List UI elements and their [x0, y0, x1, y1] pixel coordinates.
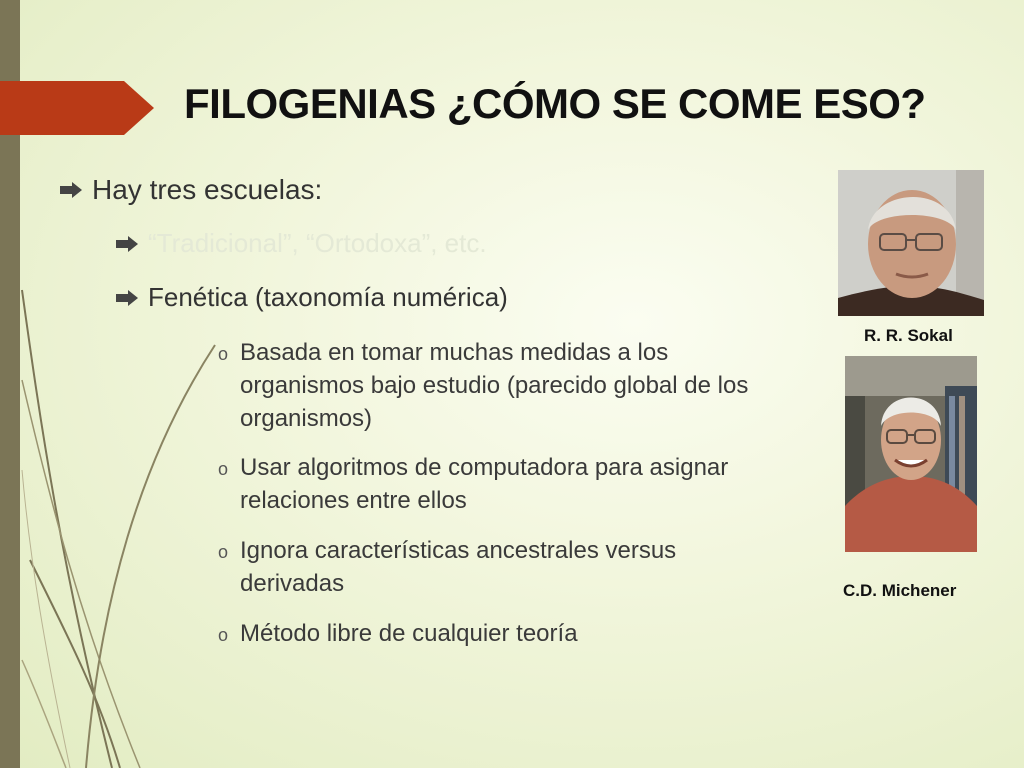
- bullet-text: Fenética (taxonomía numérica): [148, 282, 508, 312]
- slide-title: FILOGENIAS ¿CÓMO SE COME ESO?: [184, 80, 926, 127]
- bullet-level2-fenetica: [116, 282, 508, 313]
- sokal-caption: R. R. Sokal: [864, 326, 953, 345]
- circle-bullet: o: [218, 459, 229, 479]
- arrow-right-icon: [60, 182, 82, 198]
- sub-bullet-item: [218, 534, 773, 600]
- sub-bullet-text: Usar algoritmos de computadora para asignar relaciones entre ellos: [240, 454, 729, 514]
- circle-bullet: o: [218, 344, 229, 364]
- sub-bullet-item: [218, 451, 773, 517]
- bullet-text: Hay tres escuelas:: [92, 174, 323, 205]
- sub-bullet-text: Método libre de cualquier teoría: [240, 620, 578, 647]
- sokal-portrait: [838, 170, 984, 316]
- sub-bullet-item: [218, 336, 773, 435]
- michener-caption: C.D. Michener: [843, 581, 957, 600]
- arrow-right-icon: [116, 290, 138, 306]
- bullet-level2-tradicional: [116, 228, 487, 259]
- sub-bullet-text: Basada en tomar muchas medidas a los organismos bajo estudio (parecido global de los organismos): [240, 339, 749, 432]
- michener-portrait: [845, 356, 977, 552]
- circle-bullet: o: [218, 542, 229, 562]
- sub-bullet-item: [218, 617, 773, 654]
- arrow-right-icon: [116, 236, 138, 252]
- circle-bullet: o: [218, 625, 229, 645]
- bullet-level1: [60, 174, 322, 206]
- sub-bullet-text: Ignora características ancestrales versus derivadas: [240, 537, 677, 597]
- bullet-text: “Tradicional”, “Ortodoxa”, etc.: [148, 228, 487, 258]
- title-accent-arrow: [0, 81, 154, 135]
